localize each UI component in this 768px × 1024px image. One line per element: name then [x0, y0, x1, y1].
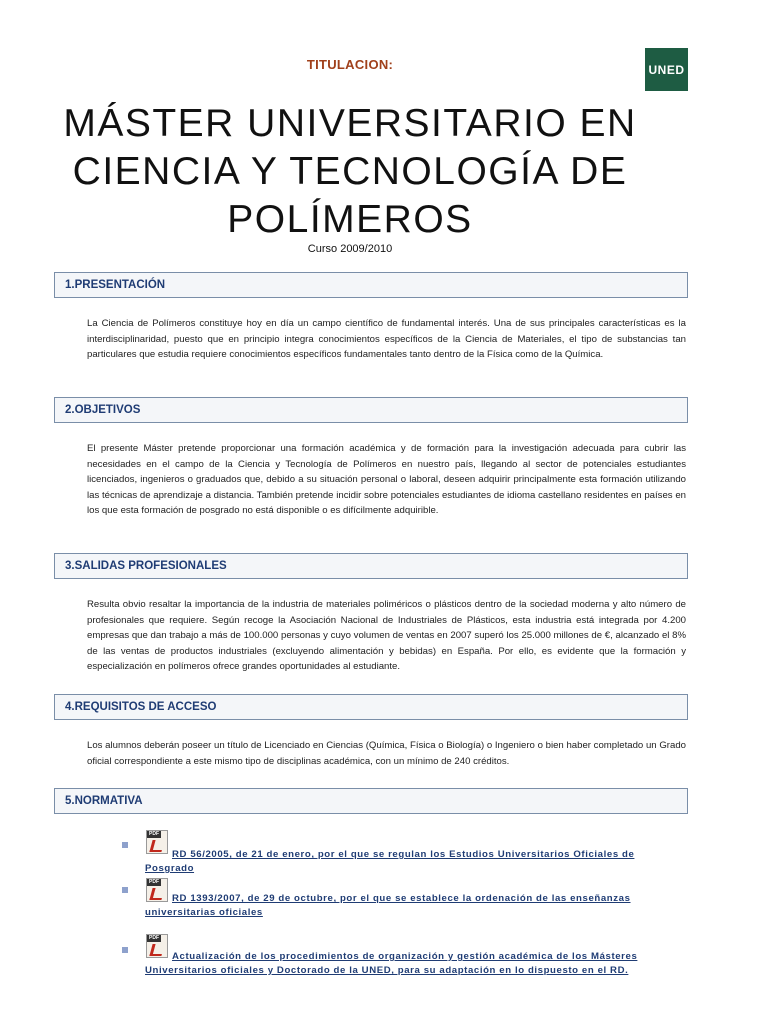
uned-logo: UNED: [645, 48, 688, 91]
section-text-objetivos: El presente Máster pretende proporcionar una formación académica y de formación para la investigación adecuada para cubrir las necesidades en el campo de la Ciencia y Tecnología de Polímeros en nuestro país, llegando al sector de potenciales estudiantes licenciados, ingenieros o graduados que, debido a su situación personal o laboral, deseen adquirir principalmente esta formación utilizando las técnicas de aprendizaje a distancia. También pretende incidir sobre potenciales estudiantes de idioma castellano residentes en países en los que esta formación de posgrado no está disponible o es difícilmente adquirible.: [87, 443, 686, 516]
section-heading-presentacion: 1.PRESENTACIÓN: [54, 272, 688, 298]
document-link-actualizacion[interactable]: Actualización de los procedimientos de organización y gestión académica de los Másteres Universitarios oficiales y Doctorado de la UNED, para su adaptación en lo dispuesto en el RD.: [145, 951, 638, 976]
titulacion-label: TITULACION:: [306, 57, 394, 72]
page-title: MÁSTER UNIVERSITARIO EN CIENCIA Y TECNOLOGÍA DE POLÍMEROS: [63, 102, 637, 241]
pdf-icon[interactable]: PDF: [146, 878, 168, 902]
section-text-requisitos: Los alumnos deberán poseer un título de Licenciado en Ciencias (Química, Física o Biología) o Ingeniero o bien haber completado un Grado oficial correspondiente a este mismo tipo de disciplinas académica, con un mínimo de 240 créditos.: [87, 740, 686, 767]
pdf-icon[interactable]: PDF: [146, 830, 168, 854]
bullet-icon: [122, 842, 128, 848]
document-link-rd-56-2005[interactable]: RD 56/2005, de 21 de enero, por el que se regulan los Estudios Universitarios Oficiales de Posgrado: [145, 849, 635, 874]
section-text-presentacion: La Ciencia de Polímeros constituye hoy en día un campo científico de fundamental interés. Una de sus principales características es la interdisciplinaridad, puesto que en principio integra conocimientos específicos de la Ciencia de Materiales, el tipo de substancias tan particulares que estudia requiere conocimientos específicos fundamentales tanto dentro de la Física como de la Química.: [87, 318, 686, 360]
section-heading-salidas: 3.SALIDAS PROFESIONALES: [54, 553, 688, 579]
course-year: Curso 2009/2010: [307, 243, 393, 255]
pdf-icon[interactable]: PDF: [146, 934, 168, 958]
document-link-rd-1393-2007[interactable]: RD 1393/2007, de 29 de octubre, por el que se establece la ordenación de las enseñanzas universitarias oficiales: [145, 893, 631, 918]
section-text-salidas: Resulta obvio resaltar la importancia de la industria de materiales poliméricos o plásticos dentro de la sociedad moderna y alto número de profesionales que requiere. Según recoge la Asociación Nacional de Industriales de Plásticos, esta industria está integrada por 4.200 empresas que dan trabajo a más de 100.000 personas y cuyo volumen de ventas en 2007 superó los 25.000 millones de €, alcanzado el 8% de las ventas de productos industriales (excluyendo alimentación y bebidas) en España. Por ello, es evidente que la formación y especialización en polímeros ofrece grandes oportunidades al estudiante.: [87, 599, 686, 672]
section-heading-requisitos: 4.REQUISITOS DE ACCESO: [54, 694, 688, 720]
section-heading-normativa: 5.NORMATIVA: [54, 788, 688, 814]
bullet-icon: [122, 947, 128, 953]
section-heading-objetivos: 2.OBJETIVOS: [54, 397, 688, 423]
bullet-icon: [122, 887, 128, 893]
